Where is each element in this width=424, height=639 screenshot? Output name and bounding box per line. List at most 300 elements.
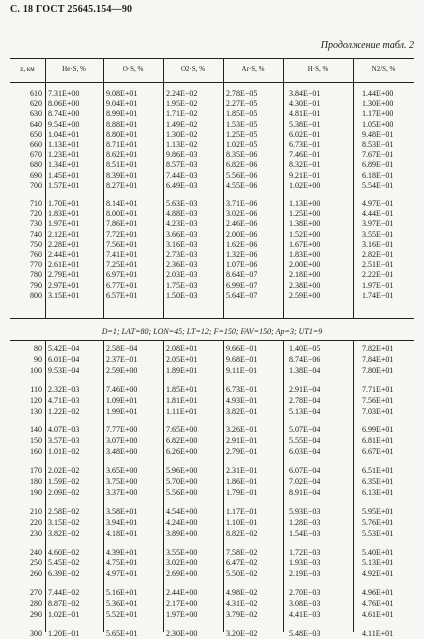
n2-cell: 6.67E+01 <box>362 447 394 457</box>
he-cell: 2.79E+01 <box>48 270 80 280</box>
n2-cell: 5.76E+01 <box>362 517 394 527</box>
n2-cell: 4.97E−01 <box>362 199 394 208</box>
h-cell: 2.00E+00 <box>289 260 321 270</box>
ar-cell: 4.93E−01 <box>226 395 258 405</box>
he-cell: 9.54E+00 <box>48 119 80 129</box>
altitude-cell: 730 <box>30 219 42 229</box>
o-cell: 3.58E+01 <box>106 506 138 516</box>
h-cell: 5.55E−04 <box>289 436 321 446</box>
n2-cell: 6.81E+01 <box>362 436 394 446</box>
h-cell: 5.07E−04 <box>289 425 321 435</box>
n2-cell: 7.56E+01 <box>362 395 394 405</box>
table-row <box>0 99 424 109</box>
he-cell: 8.06E+00 <box>48 99 80 109</box>
altitude-cell: 680 <box>30 160 42 170</box>
ar-cell: 2.79E−01 <box>226 447 258 457</box>
altitude-cell: 700 <box>30 180 42 190</box>
o-cell: 5.36E+01 <box>106 599 138 609</box>
o2-cell: 1.71E−02 <box>166 109 198 119</box>
n2-cell: 7.82E+01 <box>362 344 394 353</box>
altitude-cell: 100 <box>30 365 42 375</box>
altitude-cell: 110 <box>30 384 42 394</box>
o-cell: 4.39E+01 <box>106 547 138 557</box>
o2-cell: 3.16E−03 <box>166 239 198 249</box>
altitude-cell: 710 <box>30 199 42 208</box>
table1-bottom-rule <box>10 318 414 319</box>
n2-cell: 8.53E−01 <box>362 140 394 149</box>
n2-cell: 6.18E−01 <box>362 170 394 180</box>
o-cell: 9.08E+01 <box>106 89 138 98</box>
o2-cell: 6.49E−03 <box>166 180 198 190</box>
o2-cell: 4.23E−03 <box>166 219 198 229</box>
n2-cell: 7.67E−01 <box>362 150 394 160</box>
altitude-cell: 80 <box>34 344 42 353</box>
o2-cell: 1.89E+01 <box>166 365 198 375</box>
n2-cell: 7.80E+01 <box>362 365 394 375</box>
ar-cell: 1.32E−06 <box>226 250 258 259</box>
ar-cell: 3.82E−01 <box>226 406 258 416</box>
ar-cell: 4.55E−06 <box>226 180 258 190</box>
he-cell: 2.32E−03 <box>48 384 80 394</box>
table-row <box>0 140 424 150</box>
n2-cell: 1.44E+00 <box>362 89 394 98</box>
table-row <box>0 396 424 406</box>
n2-cell: 4.11E+01 <box>362 628 394 638</box>
altitude-cell: 740 <box>30 229 42 239</box>
o-cell: 4.75E+01 <box>106 558 138 568</box>
table-row <box>0 558 424 568</box>
altitude-cell: 160 <box>30 447 42 457</box>
o-cell: 9.04E+01 <box>106 99 138 109</box>
altitude-cell: 170 <box>30 466 42 476</box>
o2-cell: 5.70E+00 <box>166 477 198 486</box>
o-cell: 8.99E+01 <box>106 109 138 119</box>
altitude-cell: 210 <box>30 506 42 516</box>
altitude-cell: 90 <box>34 354 42 364</box>
ar-cell: 1.62E−06 <box>226 239 258 249</box>
he-cell: 5.45E−02 <box>48 558 80 568</box>
o-cell: 5.65E+01 <box>106 628 138 638</box>
table-row <box>0 219 424 229</box>
ar-cell: 4.31E−02 <box>226 599 258 609</box>
table-row <box>0 130 424 140</box>
table-row <box>0 629 424 639</box>
n2-cell: 5.53E+01 <box>362 528 394 538</box>
ar-cell: 1.25E−05 <box>226 129 258 139</box>
o-cell: 8.51E+01 <box>106 160 138 170</box>
table-row <box>0 529 424 539</box>
h-cell: 1.13E+00 <box>289 199 321 208</box>
he-cell: 1.04E+01 <box>48 129 80 139</box>
he-cell: 1.02E−01 <box>48 610 80 619</box>
ar-cell: 6.82E−06 <box>226 160 258 170</box>
o-cell: 3.48E+00 <box>106 447 138 457</box>
n2-cell: 5.54E−01 <box>362 180 394 190</box>
o2-cell: 2.73E−03 <box>166 250 198 259</box>
he-cell: 2.28E+01 <box>48 239 80 249</box>
h-cell: 8.91E−04 <box>289 487 321 497</box>
altitude-cell: 790 <box>30 280 42 290</box>
o-cell: 7.41E+01 <box>106 250 138 259</box>
table-row <box>0 120 424 130</box>
ar-cell: 5.56E−06 <box>226 170 258 180</box>
o2-cell: 4.24E+00 <box>166 517 198 527</box>
o2-cell: 1.11E+01 <box>166 406 198 416</box>
table-row <box>0 109 424 119</box>
o-cell: 2.37E−01 <box>106 354 138 364</box>
ar-cell: 3.71E−06 <box>226 199 258 208</box>
h-cell: 6.02E−01 <box>289 129 321 139</box>
altitude-cell: 610 <box>30 89 42 98</box>
o-cell: 5.16E+01 <box>106 588 138 598</box>
altitude-cell: 240 <box>30 547 42 557</box>
o2-cell: 7.44E−03 <box>166 170 198 180</box>
table-row <box>0 250 424 260</box>
ar-cell: 8.35E−06 <box>226 150 258 160</box>
o-cell: 1.99E+01 <box>106 406 138 416</box>
o2-cell: 1.81E+01 <box>166 395 198 405</box>
h-cell: 2.70E−03 <box>289 588 321 598</box>
o2-cell: 9.86E−03 <box>166 150 198 160</box>
table-row <box>0 240 424 250</box>
table-row <box>0 270 424 280</box>
h-cell: 2.91E−04 <box>289 384 321 394</box>
altitude-cell: 630 <box>30 109 42 119</box>
o2-cell: 3.02E+00 <box>166 558 198 568</box>
o2-cell: 1.50E−03 <box>166 290 198 300</box>
table-row <box>0 518 424 528</box>
o-cell: 8.00E+01 <box>106 209 138 219</box>
altitude-cell: 690 <box>30 170 42 180</box>
n2-cell: 7.03E+01 <box>362 406 394 416</box>
he-cell: 3.82E−02 <box>48 528 80 538</box>
ar-cell: 2.27E−05 <box>226 99 258 109</box>
table-row <box>0 569 424 579</box>
o2-cell: 5.96E+00 <box>166 466 198 476</box>
o2-cell: 1.49E−02 <box>166 119 198 129</box>
o-cell: 7.25E+01 <box>106 260 138 270</box>
altitude-cell: 220 <box>30 517 42 527</box>
table-row <box>0 385 424 395</box>
n2-cell: 1.17E+00 <box>362 109 394 119</box>
he-cell: 2.61E+01 <box>48 260 80 270</box>
o2-cell: 6.26E+00 <box>166 447 198 457</box>
he-cell: 3.15E+01 <box>48 290 80 300</box>
o2-cell: 4.88E−03 <box>166 209 198 219</box>
altitude-cell: 180 <box>30 477 42 486</box>
he-cell: 2.12E+01 <box>48 229 80 239</box>
altitude-cell: 270 <box>30 588 42 598</box>
h-cell: 5.93E−03 <box>289 506 321 516</box>
o2-cell: 2.03E−03 <box>166 270 198 280</box>
n2-cell: 5.40E+01 <box>362 547 394 557</box>
ar-cell: 2.31E−01 <box>226 466 258 476</box>
he-cell: 1.34E+01 <box>48 160 80 170</box>
he-cell: 2.09E−02 <box>48 487 80 497</box>
o2-cell: 1.13E−02 <box>166 140 198 149</box>
h-cell: 1.38E+00 <box>289 219 321 229</box>
he-cell: 1.97E+01 <box>48 219 80 229</box>
o-cell: 6.77E+01 <box>106 280 138 290</box>
table-row <box>0 355 424 365</box>
o2-cell: 2.36E−03 <box>166 260 198 270</box>
h-cell: 3.84E−01 <box>289 89 321 98</box>
o-cell: 7.86E+01 <box>106 219 138 229</box>
h-cell: 9.21E−01 <box>289 170 321 180</box>
n2-cell: 1.74E−01 <box>362 290 394 300</box>
n2-cell: 4.76E+01 <box>362 599 394 609</box>
n2-cell: 4.92E+01 <box>362 569 394 579</box>
h-cell: 4.41E−03 <box>289 610 321 619</box>
o-cell: 2.59E+00 <box>106 365 138 375</box>
he-cell: 1.13E+01 <box>48 140 80 149</box>
o-cell: 8.27E+01 <box>106 180 138 190</box>
o-cell: 8.39E+01 <box>106 170 138 180</box>
table-row <box>0 610 424 620</box>
o2-cell: 6.82E+00 <box>166 436 198 446</box>
table-row <box>0 425 424 435</box>
h-cell: 4.30E−01 <box>289 99 321 109</box>
n2-cell: 1.97E−01 <box>362 280 394 290</box>
altitude-cell: 660 <box>30 140 42 149</box>
ar-cell: 5.50E−02 <box>226 569 258 579</box>
table-continuation-title: Продолжение табл. 2 <box>320 40 414 51</box>
altitude-cell: 230 <box>30 528 42 538</box>
o-cell: 2.58E−04 <box>106 344 138 353</box>
altitude-cell: 300 <box>30 628 42 638</box>
o2-cell: 5.56E+00 <box>166 487 198 497</box>
ar-cell: 4.98E−02 <box>226 588 258 598</box>
o2-cell: 7.65E+00 <box>166 425 198 435</box>
altitude-cell: 780 <box>30 270 42 280</box>
o-cell: 3.94E+01 <box>106 517 138 527</box>
o2-cell: 1.95E−02 <box>166 99 198 109</box>
h-cell: 2.78E−04 <box>289 395 321 405</box>
ar-cell: 9.11E−01 <box>226 365 258 375</box>
o2-cell: 1.97E+00 <box>166 610 198 619</box>
o2-cell: 2.30E+00 <box>166 628 198 638</box>
ar-cell: 1.53E−05 <box>226 119 258 129</box>
he-cell: 7.44E−02 <box>48 588 80 598</box>
he-cell: 4.71E−03 <box>48 395 80 405</box>
altitude-cell: 750 <box>30 239 42 249</box>
o-cell: 8.88E+01 <box>106 119 138 129</box>
o2-cell: 2.08E+01 <box>166 344 198 353</box>
he-cell: 2.44E+01 <box>48 250 80 259</box>
he-cell: 4.07E−03 <box>48 425 80 435</box>
he-cell: 3.15E−02 <box>48 517 80 527</box>
h-cell: 2.59E+00 <box>289 290 321 300</box>
altitude-cell: 190 <box>30 487 42 497</box>
o2-cell: 2.69E+00 <box>166 569 198 579</box>
he-cell: 6.39E−02 <box>48 569 80 579</box>
he-cell: 1.70E+01 <box>48 199 80 208</box>
n2-cell: 7.84E+01 <box>362 354 394 364</box>
table-row <box>0 260 424 270</box>
o-cell: 6.57E+01 <box>106 290 138 300</box>
ar-cell: 1.10E−01 <box>226 517 258 527</box>
n2-cell: 6.89E−01 <box>362 160 394 170</box>
h-cell: 1.28E−03 <box>289 517 321 527</box>
o2-cell: 1.30E−02 <box>166 129 198 139</box>
n2-cell: 6.13E+01 <box>362 487 394 497</box>
h-cell: 2.19E−03 <box>289 569 321 579</box>
table-row <box>0 599 424 609</box>
o-cell: 3.07E+00 <box>106 436 138 446</box>
o-cell: 3.65E+00 <box>106 466 138 476</box>
h-cell: 5.38E−01 <box>289 119 321 129</box>
ar-cell: 2.46E−06 <box>226 219 258 229</box>
o2-cell: 8.57E−03 <box>166 160 198 170</box>
n2-cell: 3.55E−01 <box>362 229 394 239</box>
h-cell: 5.48E−03 <box>289 628 321 638</box>
n2-cell: 4.96E+01 <box>362 588 394 598</box>
h-cell: 3.08E−03 <box>289 599 321 609</box>
o2-cell: 2.24E−02 <box>166 89 198 98</box>
he-cell: 1.45E+01 <box>48 170 80 180</box>
h-cell: 1.83E+00 <box>289 250 321 259</box>
table-row <box>0 230 424 240</box>
n2-cell: 2.82E−01 <box>362 250 394 259</box>
altitude-cell: 280 <box>30 599 42 609</box>
altitude-cell: 120 <box>30 395 42 405</box>
o2-cell: 3.66E−03 <box>166 229 198 239</box>
n2-cell: 6.35E+01 <box>362 477 394 486</box>
o-cell: 8.62E+01 <box>106 150 138 160</box>
altitude-cell: 130 <box>30 406 42 416</box>
table-row <box>0 447 424 457</box>
n2-cell: 1.30E+00 <box>362 99 394 109</box>
o-cell: 1.09E+01 <box>106 395 138 405</box>
h-cell: 1.40E−05 <box>289 344 321 353</box>
n2-cell: 1.05E+00 <box>362 119 394 129</box>
o-cell: 4.97E+01 <box>106 569 138 579</box>
table-row <box>0 436 424 446</box>
column-header-ar: Ar·S, % <box>241 65 265 73</box>
n2-cell: 6.51E+01 <box>362 466 394 476</box>
altitude-cell: 250 <box>30 558 42 568</box>
ar-cell: 6.99E−07 <box>226 280 258 290</box>
he-cell: 2.97E+01 <box>48 280 80 290</box>
he-cell: 1.01E−02 <box>48 447 80 457</box>
h-cell: 6.03E−04 <box>289 447 321 457</box>
o2-cell: 2.17E+00 <box>166 599 198 609</box>
h-cell: 1.67E+00 <box>289 239 321 249</box>
ar-cell: 1.17E−01 <box>226 506 258 516</box>
h-cell: 6.73E−01 <box>289 140 321 149</box>
h-cell: 1.93E−03 <box>289 558 321 568</box>
table-row <box>0 291 424 301</box>
ar-cell: 2.78E−05 <box>226 89 258 98</box>
o2-cell: 1.85E+01 <box>166 384 198 394</box>
altitude-cell: 670 <box>30 150 42 160</box>
ar-cell: 6.47E−02 <box>226 558 258 568</box>
table-row <box>0 150 424 160</box>
page-header: С. 18 ГОСТ 25645.154—90 <box>10 4 133 15</box>
ar-cell: 1.86E−01 <box>226 477 258 486</box>
o2-cell: 2.05E+01 <box>166 354 198 364</box>
altitude-cell: 140 <box>30 425 42 435</box>
n2-cell: 9.48E−01 <box>362 129 394 139</box>
he-cell: 5.42E−04 <box>48 344 80 353</box>
ar-cell: 3.02E−06 <box>226 209 258 219</box>
ar-cell: 1.07E−06 <box>226 260 258 270</box>
ar-cell: 7.58E−02 <box>226 547 258 557</box>
h-cell: 7.02E−04 <box>289 477 321 486</box>
n2-cell: 2.51E−01 <box>362 260 394 270</box>
he-cell: 4.60E−02 <box>48 547 80 557</box>
table-row <box>0 477 424 487</box>
o2-cell: 3.55E+00 <box>166 547 198 557</box>
o-cell: 8.14E+01 <box>106 199 138 208</box>
h-cell: 1.72E−03 <box>289 547 321 557</box>
n2-cell: 7.71E+01 <box>362 384 394 394</box>
ar-cell: 3.26E−01 <box>226 425 258 435</box>
ar-cell: 1.85E−05 <box>226 109 258 119</box>
o-cell: 5.52E+01 <box>106 610 138 619</box>
column-header-n2: N2/S, % <box>371 65 396 73</box>
h-cell: 6.07E−04 <box>289 466 321 476</box>
he-cell: 6.01E−04 <box>48 354 80 364</box>
column-header-altitude: z, км <box>20 65 35 73</box>
altitude-cell: 720 <box>30 209 42 219</box>
h-cell: 4.81E−01 <box>289 109 321 119</box>
ar-cell: 1.02E−05 <box>226 140 258 149</box>
h-cell: 8.74E−06 <box>289 354 321 364</box>
n2-cell: 2.22E−01 <box>362 270 394 280</box>
n2-cell: 6.99E+01 <box>362 425 394 435</box>
column-header-h: H·S, % <box>307 65 329 73</box>
h-cell: 7.46E−01 <box>289 150 321 160</box>
n2-cell: 3.16E−01 <box>362 239 394 249</box>
he-cell: 1.83E+01 <box>48 209 80 219</box>
h-cell: 1.02E+00 <box>289 180 321 190</box>
table-row <box>0 466 424 476</box>
table-row <box>0 488 424 498</box>
n2-cell: 4.61E+01 <box>362 610 394 619</box>
o-cell: 6.97E+01 <box>106 270 138 280</box>
n2-cell: 5.13E+01 <box>362 558 394 568</box>
o-cell: 3.37E+00 <box>106 487 138 497</box>
o-cell: 7.46E+00 <box>106 384 138 394</box>
o-cell: 7.56E+01 <box>106 239 138 249</box>
column-header-o2: O2·S, % <box>180 65 206 73</box>
he-cell: 1.23E+01 <box>48 150 80 160</box>
table-row <box>0 281 424 291</box>
he-cell: 8.87E−02 <box>48 599 80 609</box>
altitude-cell: 640 <box>30 119 42 129</box>
o2-cell: 1.75E−03 <box>166 280 198 290</box>
column-header-o: O·S, % <box>122 65 144 73</box>
h-cell: 8.32E−01 <box>289 160 321 170</box>
table-row <box>0 588 424 598</box>
altitude-cell: 260 <box>30 569 42 579</box>
he-cell: 3.57E−03 <box>48 436 80 446</box>
h-cell: 2.18E+00 <box>289 270 321 280</box>
ar-cell: 2.00E−06 <box>226 229 258 239</box>
h-cell: 1.38E−04 <box>289 365 321 375</box>
table-row <box>0 181 424 191</box>
ar-cell: 3.79E−02 <box>226 610 258 619</box>
ar-cell: 9.68E−01 <box>226 354 258 364</box>
table-row <box>0 366 424 376</box>
table-row <box>0 171 424 181</box>
he-cell: 2.58E−02 <box>48 506 80 516</box>
table-row <box>0 89 424 99</box>
altitude-cell: 770 <box>30 260 42 270</box>
h-cell: 1.54E−03 <box>289 528 321 538</box>
altitude-cell: 620 <box>30 99 42 109</box>
